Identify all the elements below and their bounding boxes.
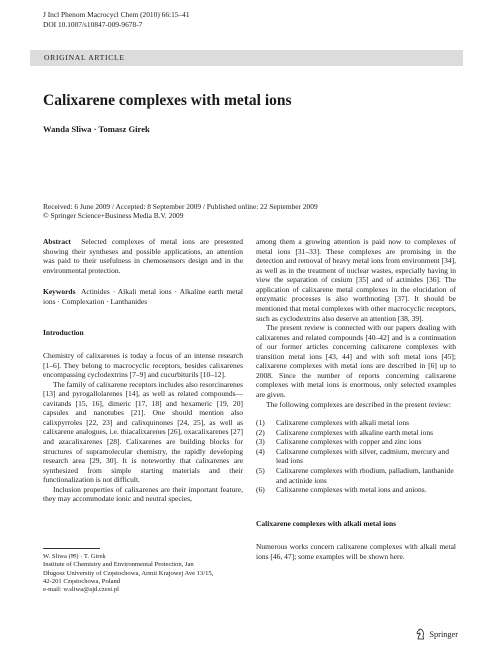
- footnote-rule: [43, 548, 100, 549]
- affiliation-authors: W. Sliwa (✉) · T. Girek: [43, 553, 106, 560]
- right-column: [256, 237, 456, 561]
- affiliation-institute: Institute of Chemistry and Environmental Protection, Jan: [43, 561, 194, 569]
- keywords-label: Keywords: [43, 287, 76, 297]
- affiliation-email[interactable]: e-mail: w.sliwa@ajd.czest.pl: [43, 586, 119, 594]
- intro-paragraph-3: Inclusion properties of calixarenes are their important feature, they may accommodate ionic and neutral species,: [43, 484, 243, 504]
- list-item: (6) Calixarene complexes with metal ions and anions.: [256, 485, 427, 495]
- list-item: (5) Calixarene complexes with rhodium, palladium, lanthanide and actinide ions: [256, 465, 454, 485]
- article-title: Calixarene complexes with metal ions: [43, 92, 292, 109]
- right-paragraph-3: The following complexes are described in the present review:: [266, 399, 451, 409]
- intro-paragraph-2: The family of calixarene receptors includes also resorcinarenes [13] and pyrogallolarenes [14], as well as related compounds—cavitands [15, 16], dimeric [17, 18] and hexameric [19, 20] capsules and nanotubes [21]. One should mention also calixpyrroles [22, 23] and calixquinones [24, 25], as well as calixarene analogues, i.e. thiacalixarenes [26], oxacalixarenes [27] and azacalixarenes [28]. Calixarenes are building blocks for structures of supramolecular chemistry, the rapidly developing research area [29, 30]. It is noteworthy that calixarenes are synthesized from simple starting materials and their functionalization is not difficult.: [43, 379, 243, 485]
- doi-line: DOI 10.1007/s10847-009-9678-7: [43, 19, 143, 29]
- keywords: [43, 287, 243, 306]
- abstract-label: Abstract: [43, 237, 71, 246]
- journal-reference: [43, 10, 190, 29]
- publisher-footer: [416, 628, 458, 640]
- list-item: (1) Calixarene complexes with alkali metal ions: [256, 418, 410, 428]
- list-item: (4) Calixarene complexes with silver, cadmium, mercury and lead ions: [256, 446, 449, 466]
- authors: Wanda Sliwa · Tomasz Girek: [43, 124, 150, 134]
- article-type-label: ORIGINAL ARTICLE: [44, 53, 125, 62]
- left-column: [43, 237, 243, 504]
- review-contents-list: [256, 418, 456, 495]
- copyright-line: © Springer Science+Business Media B.V. 2009: [43, 211, 184, 220]
- springer-chess-knight-icon: [416, 628, 425, 640]
- list-item: (3) Calixarene complexes with copper and zinc ions: [256, 437, 422, 447]
- dates-line: Received: 6 June 2009 / Accepted: 8 September 2009 / Published online: 22 September 2009: [43, 202, 318, 211]
- journal-line: J Incl Phenom Macrocycl Chem (2010) 66:15–41: [43, 10, 190, 19]
- abstract: [43, 237, 243, 275]
- right-paragraph-4: Numerous works concern calixarene complexes with alkali metal ions [46, 47]; some examples will be shown here.: [256, 542, 456, 561]
- affiliation-city: 42-201 Częstochowa, Poland: [43, 577, 121, 585]
- affiliation-university: Długosz University of Częstochowa, Armii Krajowej Ave 13/15,: [43, 569, 214, 577]
- author-affiliation: [43, 553, 248, 594]
- intro-paragraph-1: Chemistry of calixarenes is today a focus of an intense research [1–6]. They belong to macrocyclic receptors, besides calixarenes encompassing cyclodextrins [7–9] and cucurbiturils [10–12].: [43, 350, 243, 380]
- keywords-text: Actinides · Alkali metal ions · Alkaline earth metal ions · Complexation · Lanthanides: [43, 287, 243, 306]
- publisher-name: Springer: [429, 629, 458, 639]
- received-info: [43, 202, 463, 220]
- right-paragraph-2: The present review is connected with our papers dealing with calixarenes and related compounds [40–42] and is a continuation of our former articles concerning calixarene complexes with transition metal ions [43, 44] and with soft metal ions [45]; calixarene complexes with metal ions are described in [6] up to 2008. Since the number of reports concerning calixarene complexes with metal ions is enormous, only selected examples are given.: [256, 323, 456, 399]
- list-item: (2) Calixarene complexes with alkaline earth metal ions: [256, 427, 434, 437]
- abstract-text: Selected complexes of metal ions are presented showing their syntheses and possible applications, an attention was paid to their usefulness in chemosensors design and in the environmental protection.: [43, 237, 244, 275]
- introduction-heading: Introduction: [43, 328, 84, 338]
- section-heading-alkali: Calixarene complexes with alkali metal ions: [256, 518, 397, 528]
- right-paragraph-1: among them a growing attention is paid now to complexes of metal ions [31–33]. These complexes are promising in the detection and removal of heavy metal ions from environment [34], as well as in the treatment of nuclear wastes, especially having in view the separation of cesium [35] and of actinides [36]. The application of calixarene metal complexes in the elucidation of enzymatic processes is also worthnoting [37]. It should be mentioned that metal complexes with other macrocyclic receptors, such as cyclodextrins also deserve an attention [38, 39].: [256, 237, 456, 323]
